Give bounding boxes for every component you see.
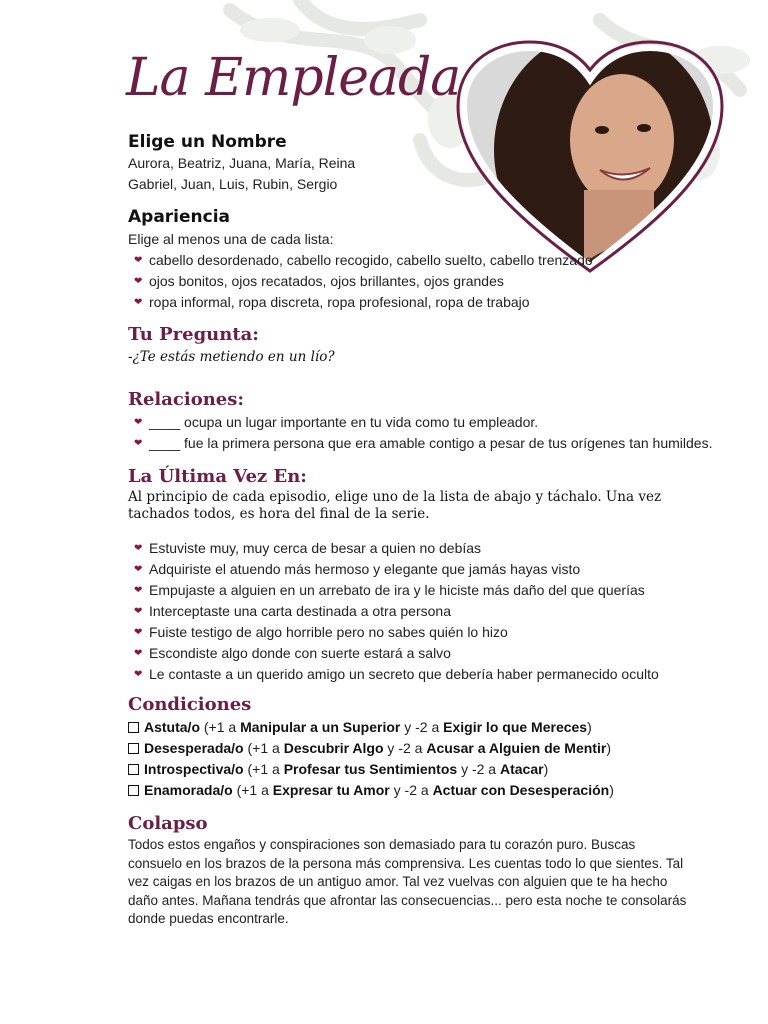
appearance-intro: Elige al menos una de cada lista: — [128, 231, 334, 247]
last-time-intro: Al principio de cada episodio, elige uno de la lista de abajo y táchalo. Una vez tachados todos, es hora del final de la serie. — [128, 489, 662, 522]
checkbox-icon[interactable] — [128, 722, 139, 733]
heart-bullet-icon: ❤ — [134, 297, 143, 308]
list-item: ❤ Escondiste algo donde con suerte estará a salvo — [128, 643, 659, 664]
list-item: ❤ Interceptaste una carta destinada a otra persona — [128, 601, 659, 622]
condition-item[interactable]: Desesperada/o (+1 a Descubrir Algo y -2 a Acusar a Alguien de Mentir) — [128, 738, 614, 759]
checkbox-icon[interactable] — [128, 743, 139, 754]
question-text: -¿Te estás metiendo en un lío? — [128, 349, 335, 365]
heart-bullet-icon: ❤ — [134, 564, 143, 575]
last-time-heading: La Última Vez En: — [128, 466, 307, 487]
heart-bullet-icon: ❤ — [134, 255, 143, 266]
condition-item[interactable]: Introspectiva/o (+1 a Profesar tus Sentimientos y -2 a Atacar) — [128, 759, 614, 780]
character-title: La Empleada — [126, 48, 461, 108]
question-heading: Tu Pregunta: — [128, 324, 259, 345]
appearance-list — [128, 250, 593, 313]
heart-bullet-icon: ❤ — [134, 417, 143, 428]
list-item: ❤ ____ fue la primera persona que era amable contigo a pesar de tus orígenes tan humildes. — [128, 433, 712, 454]
heart-bullet-icon: ❤ — [134, 669, 143, 680]
heart-bullet-icon: ❤ — [134, 627, 143, 638]
list-item: ❤ Estuviste muy, muy cerca de besar a quien no debías — [128, 538, 659, 559]
conditions-heading: Condiciones — [128, 694, 252, 715]
condition-item[interactable]: Enamorada/o (+1 a Expresar tu Amor y -2 a Actuar con Desesperación) — [128, 780, 614, 801]
list-item: ❤ ____ ocupa un lugar importante en tu vida como tu empleador. — [128, 412, 712, 433]
relations-heading: Relaciones: — [128, 389, 245, 410]
list-item: ❤ ojos bonitos, ojos recatados, ojos brillantes, ojos grandes — [128, 271, 593, 292]
list-item: ❤ cabello desordenado, cabello recogido, cabello suelto, cabello trenzado — [128, 250, 593, 271]
list-item: ❤ Empujaste a alguien en un arrebato de ira y le hiciste más daño del que querías — [128, 580, 659, 601]
heart-bullet-icon: ❤ — [134, 438, 143, 449]
heart-bullet-icon: ❤ — [134, 276, 143, 287]
heart-portrait-frame — [454, 40, 726, 276]
heart-bullet-icon: ❤ — [134, 543, 143, 554]
last-time-list — [128, 538, 659, 685]
condition-item[interactable]: Astuta/o (+1 a Manipular a un Superior y -2 a Exigir lo que Mereces) — [128, 717, 614, 738]
collapse-heading: Colapso — [128, 813, 208, 834]
list-item: ❤ ropa informal, ropa discreta, ropa profesional, ropa de trabajo — [128, 292, 593, 313]
heart-bullet-icon: ❤ — [134, 585, 143, 596]
list-item: ❤ Fuiste testigo de algo horrible pero no sabes quién lo hizo — [128, 622, 659, 643]
name-heading: Elige un Nombre — [128, 132, 287, 152]
collapse-text: Todos estos engaños y conspiraciones son demasiado para tu corazón puro. Buscas consuelo en los brazos de la persona más comprensiva. Les cuentas todo lo que sientes. Tal vez caigas en los brazos de un antiguo amor. Tal vez vuelvas con alguien que te ha hecho daño antes. Mañana tendrás que afrontar las consecuencias... pero esta noche te consolarás donde puedas encontrarle. — [128, 837, 687, 926]
name-options-line1: Aurora, Beatriz, Juana, María, Reina — [128, 155, 356, 171]
checkbox-icon[interactable] — [128, 764, 139, 775]
heart-bullet-icon: ❤ — [134, 606, 143, 617]
conditions-list — [128, 717, 614, 801]
appearance-heading: Apariencia — [128, 207, 231, 227]
checkbox-icon[interactable] — [128, 785, 139, 796]
list-item: ❤ Adquiriste el atuendo más hermoso y elegante que jamás hayas visto — [128, 559, 659, 580]
relations-list — [128, 412, 712, 454]
name-options-line2: Gabriel, Juan, Luis, Rubin, Sergio — [128, 176, 338, 192]
list-item: ❤ Le contaste a un querido amigo un secreto que debería haber permanecido oculto — [128, 664, 659, 685]
heart-bullet-icon: ❤ — [134, 648, 143, 659]
